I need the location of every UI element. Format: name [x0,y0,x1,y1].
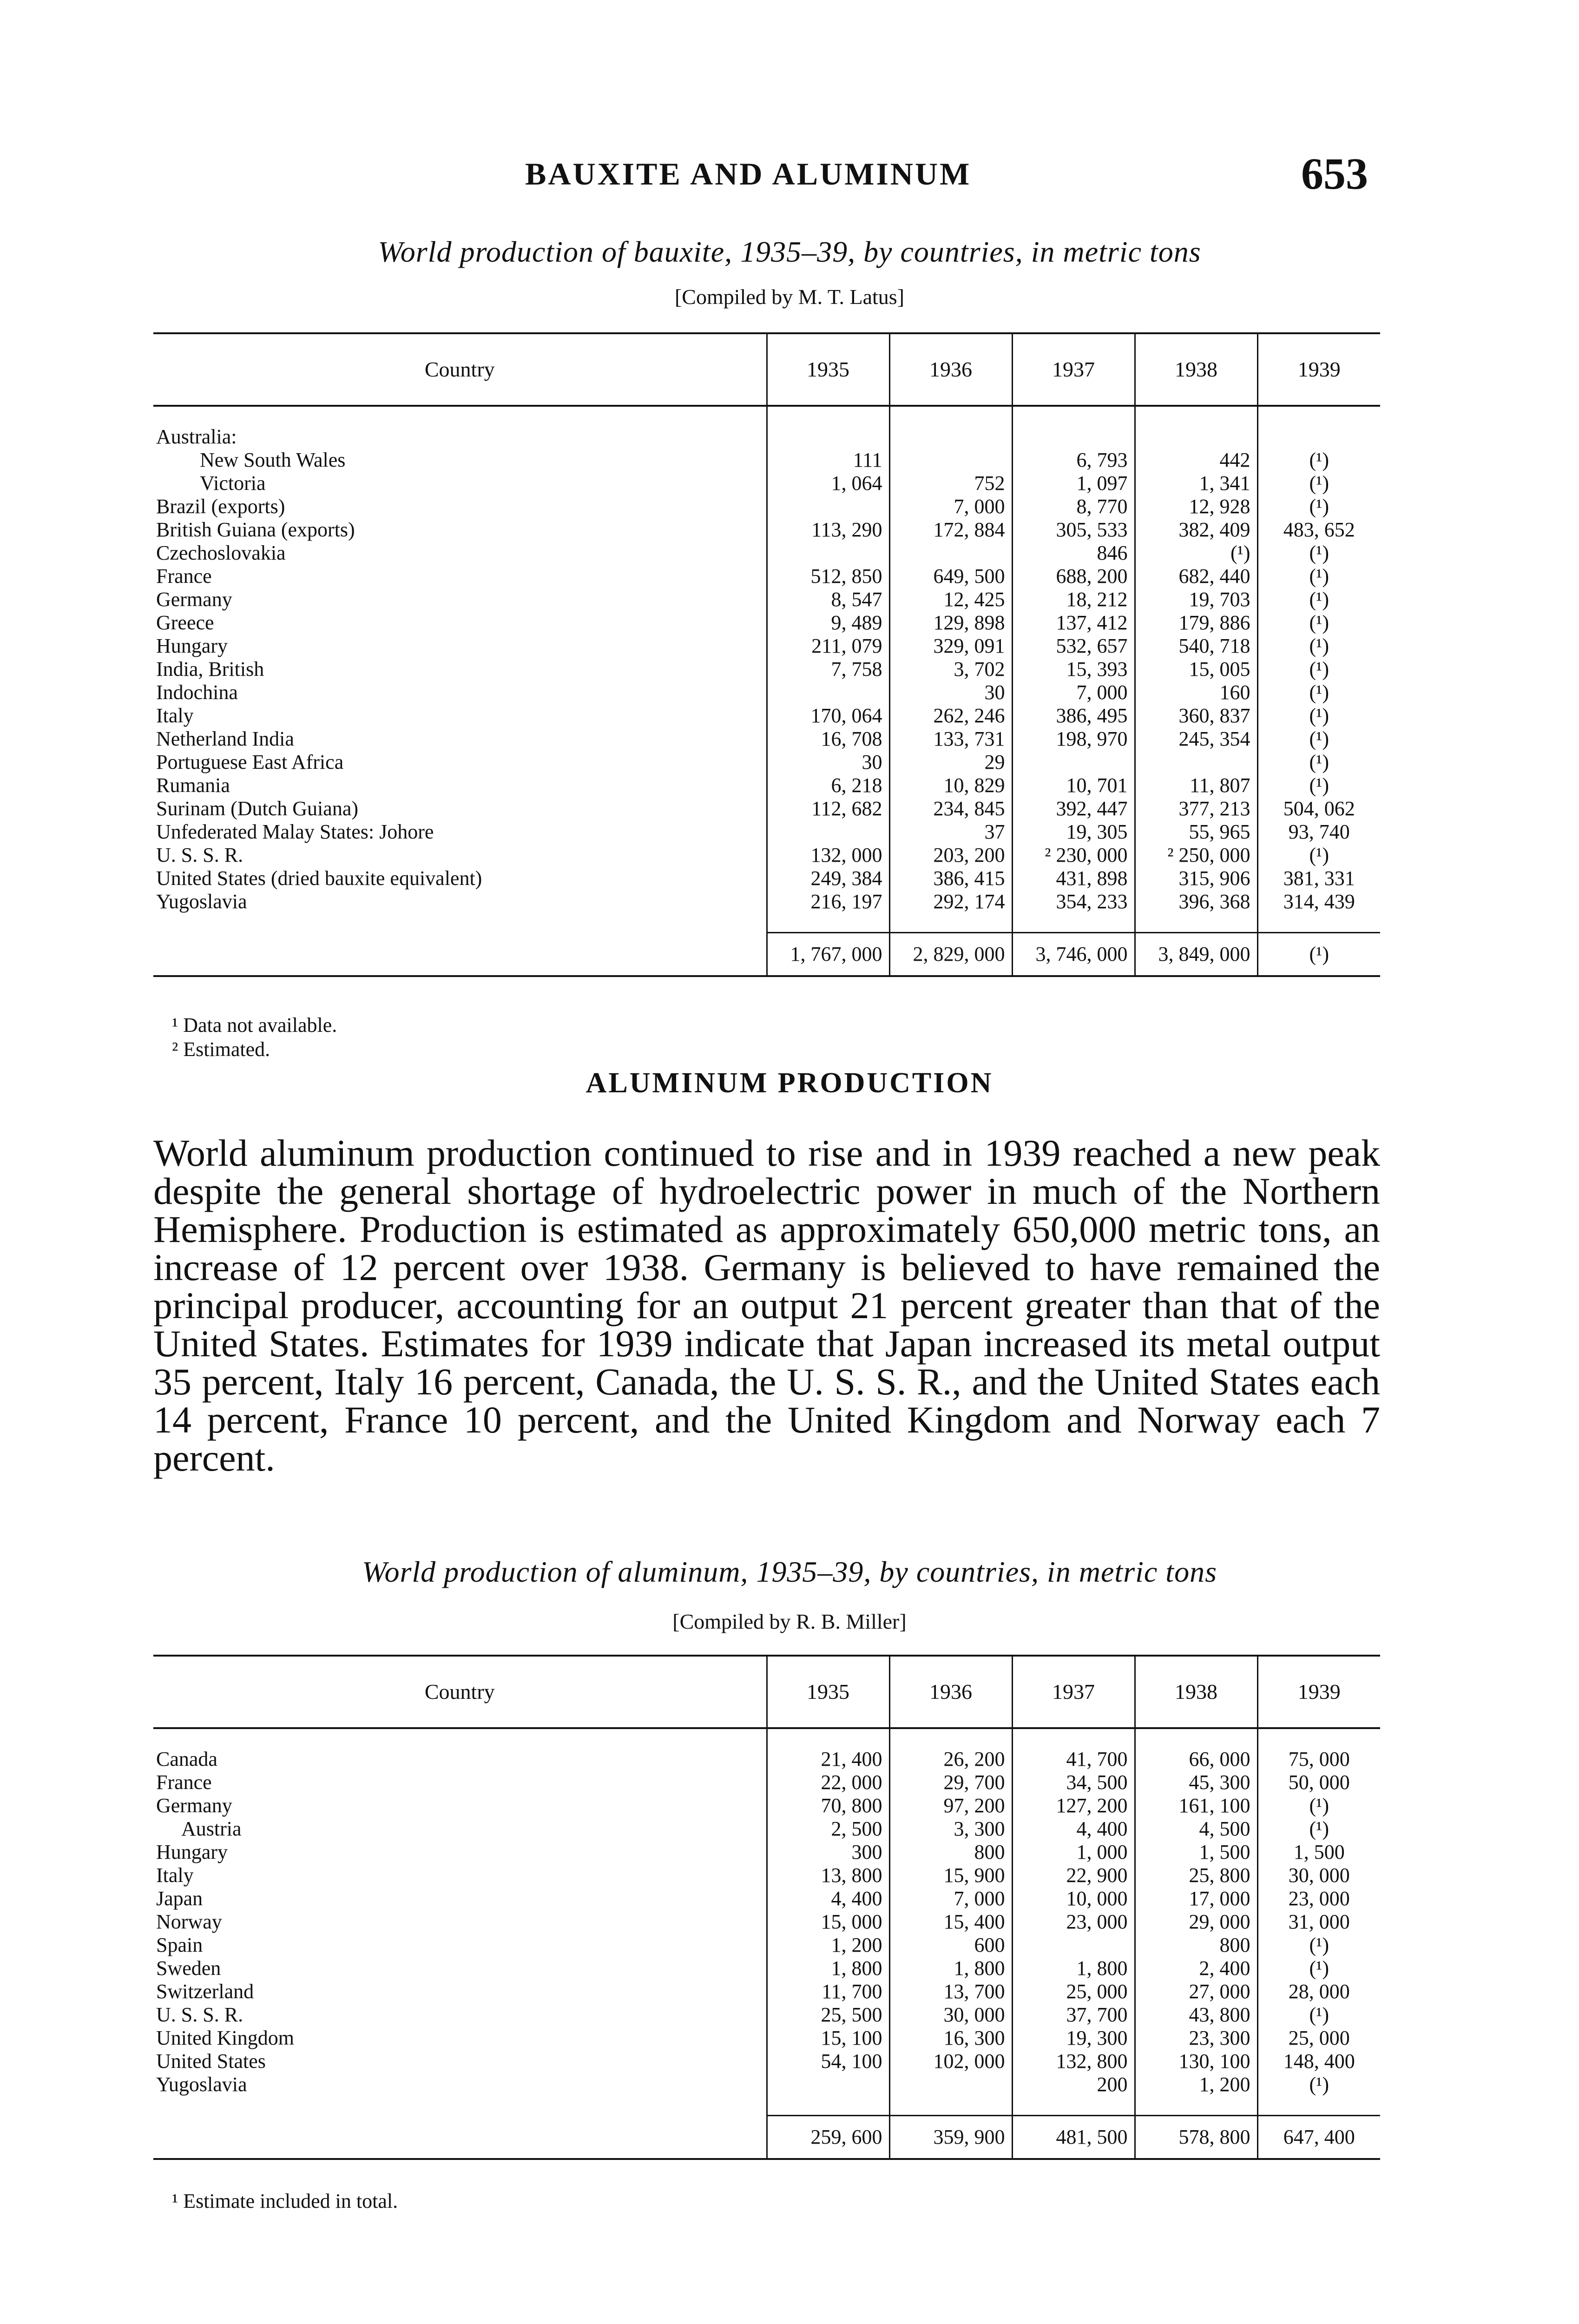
table-row [153,472,1380,495]
value-cell: 1, 200 [767,1934,889,1957]
value-cell: 23, 300 [1135,2027,1257,2050]
value-cell: 23, 000 [1257,1887,1380,1910]
table-row [153,518,1380,541]
value-cell: 300 [767,1841,889,1864]
value-cell: 19, 300 [1012,2027,1135,2050]
spacer-row [153,913,1380,933]
value-cell: 7, 000 [889,495,1012,518]
total-cell: 578, 800 [1135,2116,1257,2159]
value-cell: 31, 000 [1257,1910,1380,1934]
total-cell: (¹) [1257,933,1380,977]
table-row [153,751,1380,774]
value-cell: 15, 100 [767,2027,889,2050]
bauxite-col-1937: 1937 [1012,333,1135,406]
value-cell [767,2073,889,2096]
value-cell: 483, 652 [1257,518,1380,541]
value-cell [889,425,1012,449]
bauxite-footnote-2: ² Estimated. [172,1038,270,1061]
spacer-row [153,2096,1380,2116]
total-cell: 647, 400 [1257,2116,1380,2159]
bauxite-footnote-1: ¹ Data not available. [172,1014,337,1037]
value-cell: (¹) [1257,1817,1380,1841]
table-row [153,495,1380,518]
country-cell: Italy [156,704,194,727]
country-cell: Sweden [156,1957,221,1980]
value-cell: 111 [767,449,889,472]
country-cell: Australia: [156,425,237,448]
table-row [153,2073,1380,2096]
table-row [153,449,1380,472]
aluminum-col-1938: 1938 [1135,1656,1257,1728]
value-cell: 292, 174 [889,890,1012,913]
total-cell: 259, 600 [767,2116,889,2159]
value-cell: 45, 300 [1135,1771,1257,1794]
value-cell: 377, 213 [1135,797,1257,820]
value-cell: 2, 500 [767,1817,889,1841]
aluminum-col-1939: 1939 [1257,1656,1380,1728]
value-cell: (¹) [1257,658,1380,681]
value-cell: 216, 197 [767,890,889,913]
value-cell: 129, 898 [889,611,1012,634]
value-cell: 18, 212 [1012,588,1135,611]
country-cell: Hungary [156,1841,228,1863]
value-cell: 93, 740 [1257,820,1380,844]
value-cell: 130, 100 [1135,2050,1257,2073]
value-cell [889,2073,1012,2096]
country-cell: Unfederated Malay States: Johore [156,820,434,843]
value-cell: 512, 850 [767,565,889,588]
country-cell: Germany [156,588,232,611]
value-cell: 29, 000 [1135,1910,1257,1934]
value-cell: 30, 000 [889,2003,1012,2027]
value-cell: 4, 400 [1012,1817,1135,1841]
value-cell: 381, 331 [1257,867,1380,890]
aluminum-header-row [153,1656,1380,1728]
total-row [153,933,1380,977]
value-cell: 396, 368 [1135,890,1257,913]
running-head: BAUXITE AND ALUMINUM [525,156,972,191]
value-cell: 1, 200 [1135,2073,1257,2096]
value-cell: 25, 800 [1135,1864,1257,1887]
value-cell: 386, 415 [889,867,1012,890]
value-cell: 15, 900 [889,1864,1012,1887]
value-cell: 11, 700 [767,1980,889,2003]
value-cell: 6, 793 [1012,449,1135,472]
table-row [153,774,1380,797]
country-cell: Yugoslavia [156,2073,247,2096]
value-cell: 688, 200 [1012,565,1135,588]
value-cell: 137, 412 [1012,611,1135,634]
aluminum-col-1937: 1937 [1012,1656,1135,1728]
value-cell: (¹) [1257,774,1380,797]
table-row [153,704,1380,727]
value-cell: 360, 837 [1135,704,1257,727]
value-cell: 8, 770 [1012,495,1135,518]
value-cell: 249, 384 [767,867,889,890]
value-cell: 329, 091 [889,634,1012,658]
country-cell: Rumania [156,774,230,797]
value-cell: 25, 500 [767,2003,889,2027]
value-cell: 245, 354 [1135,727,1257,751]
section-heading: ALUMINUM PRODUCTION [586,1067,993,1099]
value-cell: 97, 200 [889,1794,1012,1817]
value-cell: 10, 000 [1012,1887,1135,1910]
value-cell: 442 [1135,449,1257,472]
value-cell: 30 [767,751,889,774]
country-cell: United Kingdom [156,2027,294,2049]
country-cell: Indochina [156,681,238,704]
bauxite-production-table [153,332,1380,977]
table-row [153,658,1380,681]
value-cell: 160 [1135,681,1257,704]
value-cell: 132, 000 [767,844,889,867]
value-cell: 133, 731 [889,727,1012,751]
value-cell: 75, 000 [1257,1748,1380,1771]
value-cell: (¹) [1257,495,1380,518]
value-cell: 41, 700 [1012,1748,1135,1771]
value-cell: 161, 100 [1135,1794,1257,1817]
value-cell: 16, 708 [767,727,889,751]
table-row [153,681,1380,704]
country-cell: Germany [156,1794,232,1817]
value-cell: 25, 000 [1257,2027,1380,2050]
value-cell: 540, 718 [1135,634,1257,658]
value-cell [767,495,889,518]
table-row [153,1887,1380,1910]
country-cell: U. S. S. R. [156,844,243,866]
value-cell: (¹) [1257,1794,1380,1817]
table-row [153,1841,1380,1864]
table-row [153,1771,1380,1794]
value-cell: 1, 500 [1257,1841,1380,1864]
value-cell: 846 [1012,541,1135,565]
country-cell: Czechoslovakia [156,541,286,564]
aluminum-col-1936: 1936 [889,1656,1012,1728]
table-row [153,1817,1380,1841]
aluminum-table-compiled-by: [Compiled by R. B. Miller] [672,1610,907,1633]
table-row [153,634,1380,658]
country-cell: Surinam (Dutch Guiana) [156,797,358,820]
bauxite-table-compiled-by: [Compiled by M. T. Latus] [674,285,905,309]
value-cell: 1, 800 [767,1957,889,1980]
value-cell: 12, 425 [889,588,1012,611]
value-cell [889,541,1012,565]
country-cell: Netherland India [156,727,294,750]
value-cell [1135,751,1257,774]
value-cell: 3, 702 [889,658,1012,681]
bauxite-col-1935: 1935 [767,333,889,406]
value-cell: 22, 900 [1012,1864,1135,1887]
total-cell: 3, 746, 000 [1012,933,1135,977]
country-cell: Hungary [156,634,228,657]
aluminum-col-country: Country [153,1656,767,1728]
country-cell: Spain [156,1934,203,1956]
value-cell [767,541,889,565]
country-cell: U. S. S. R. [156,2003,243,2026]
value-cell: (¹) [1257,727,1380,751]
value-cell: 8, 547 [767,588,889,611]
value-cell: 54, 100 [767,2050,889,2073]
value-cell: 22, 000 [767,1771,889,1794]
value-cell: 37, 700 [1012,2003,1135,2027]
value-cell: 198, 970 [1012,727,1135,751]
value-cell: 7, 758 [767,658,889,681]
value-cell: 29 [889,751,1012,774]
value-cell: 179, 886 [1135,611,1257,634]
value-cell: 12, 928 [1135,495,1257,518]
page-number: 653 [1301,149,1368,198]
value-cell: 1, 341 [1135,472,1257,495]
value-cell: 752 [889,472,1012,495]
value-cell: 305, 533 [1012,518,1135,541]
table-row [153,867,1380,890]
table-row [153,844,1380,867]
value-cell: 170, 064 [767,704,889,727]
table-row [153,2003,1380,2027]
value-cell: ² 250, 000 [1135,844,1257,867]
aluminum-col-1935: 1935 [767,1656,889,1728]
value-cell [767,820,889,844]
table-row [153,565,1380,588]
value-cell: 200 [1012,2073,1135,2096]
country-cell: Japan [156,1887,203,1910]
value-cell: 127, 200 [1012,1794,1135,1817]
value-cell: (¹) [1257,472,1380,495]
country-cell: United States (dried bauxite equivalent) [156,867,482,890]
total-cell: 481, 500 [1012,2116,1135,2159]
value-cell: 112, 682 [767,797,889,820]
value-cell: 1, 800 [889,1957,1012,1980]
aluminum-table-body [153,1728,1380,2159]
value-cell: 386, 495 [1012,704,1135,727]
value-cell: 19, 305 [1012,820,1135,844]
value-cell: (¹) [1257,1957,1380,1980]
value-cell [1012,425,1135,449]
value-cell: (¹) [1257,704,1380,727]
value-cell: 132, 800 [1012,2050,1135,2073]
value-cell: 4, 500 [1135,1817,1257,1841]
country-cell: British Guiana (exports) [156,518,355,541]
value-cell: (¹) [1257,588,1380,611]
value-cell: 15, 400 [889,1910,1012,1934]
table-row [153,1957,1380,1980]
value-cell: 7, 000 [889,1887,1012,1910]
value-cell: 148, 400 [1257,2050,1380,2073]
value-cell: 800 [889,1841,1012,1864]
country-cell: Greece [156,611,214,634]
value-cell: (¹) [1257,844,1380,867]
value-cell [1257,425,1380,449]
total-cell: 2, 829, 000 [889,933,1012,977]
bauxite-table-title: World production of bauxite, 1935–39, by countries, in metric tons [378,235,1201,268]
country-cell: Norway [156,1910,222,1933]
value-cell [1012,751,1135,774]
bauxite-header-row [153,333,1380,406]
value-cell: 4, 400 [767,1887,889,1910]
value-cell: (¹) [1257,2003,1380,2027]
value-cell: 382, 409 [1135,518,1257,541]
country-cell: Austria [181,1817,242,1840]
value-cell [889,449,1012,472]
value-cell: 314, 439 [1257,890,1380,913]
value-cell: 29, 700 [889,1771,1012,1794]
table-row [153,2027,1380,2050]
bauxite-col-1936: 1936 [889,333,1012,406]
country-cell: Switzerland [156,1980,254,2003]
value-cell: 354, 233 [1012,890,1135,913]
value-cell: 17, 000 [1135,1887,1257,1910]
value-cell: 15, 005 [1135,658,1257,681]
value-cell: 7, 000 [1012,681,1135,704]
table-row [153,541,1380,565]
value-cell: 392, 447 [1012,797,1135,820]
country-cell: Italy [156,1864,194,1887]
country-cell: France [156,565,212,588]
table-row [153,1748,1380,1771]
value-cell: 3, 300 [889,1817,1012,1841]
body-paragraph: World aluminum production continued to rise and in 1939 reached a new peak despite the general shortage of hydroelectric power in much of the Northern Hemisphere. Production is estimated as approximately 650,000 metric tons, an increase of 12 percent over 1938. Germany is believed to have remained the principal producer, accounting for an output 21 percent greater than that of the United States. Estimates for 1939 indicate that Japan increased its metal output 35 percent, Italy 16 percent, Canada, the U. S. S. R., and the United States each 14 percent, France 10 percent, and the United Kingdom and Norway each 7 percent. [153,1132,1380,1479]
value-cell: 211, 079 [767,634,889,658]
value-cell: (¹) [1135,541,1257,565]
country-cell: Yugoslavia [156,890,247,913]
total-cell: 1, 767, 000 [767,933,889,977]
total-row [153,2116,1380,2159]
value-cell: 10, 701 [1012,774,1135,797]
value-cell: 600 [889,1934,1012,1957]
table-row [153,611,1380,634]
bauxite-col-1938: 1938 [1135,333,1257,406]
country-cell: New South Wales [200,449,346,471]
value-cell: 172, 884 [889,518,1012,541]
value-cell: 6, 218 [767,774,889,797]
value-cell: 27, 000 [1135,1980,1257,2003]
table-row [153,1934,1380,1957]
value-cell: 16, 300 [889,2027,1012,2050]
bauxite-col-1939: 1939 [1257,333,1380,406]
value-cell: 504, 062 [1257,797,1380,820]
value-cell: 13, 800 [767,1864,889,1887]
value-cell: ² 230, 000 [1012,844,1135,867]
table-row [153,820,1380,844]
value-cell: (¹) [1257,751,1380,774]
value-cell: 1, 064 [767,472,889,495]
value-cell: 55, 965 [1135,820,1257,844]
table-row [153,890,1380,913]
value-cell: 30 [889,681,1012,704]
value-cell: 234, 845 [889,797,1012,820]
value-cell: 102, 000 [889,2050,1012,2073]
country-cell: India, British [156,658,264,680]
spacer-row [153,406,1380,425]
bauxite-table-body [153,406,1380,976]
value-cell: 1, 000 [1012,1841,1135,1864]
country-cell: Victoria [200,472,266,495]
value-cell: 21, 400 [767,1748,889,1771]
table-row [153,727,1380,751]
value-cell: (¹) [1257,634,1380,658]
total-cell: 359, 900 [889,2116,1012,2159]
table-row [153,1910,1380,1934]
aluminum-footnote-1: ¹ Estimate included in total. [172,2190,398,2212]
value-cell: 262, 246 [889,704,1012,727]
value-cell: 37 [889,820,1012,844]
value-cell: (¹) [1257,541,1380,565]
value-cell: 15, 393 [1012,658,1135,681]
value-cell: 431, 898 [1012,867,1135,890]
value-cell: 23, 000 [1012,1910,1135,1934]
value-cell: 9, 489 [767,611,889,634]
value-cell: 10, 829 [889,774,1012,797]
table-row [153,425,1380,449]
value-cell [767,425,889,449]
aluminum-table-title: World production of aluminum, 1935–39, by countries, in metric tons [362,1555,1217,1588]
value-cell: 26, 200 [889,1748,1012,1771]
value-cell: 30, 000 [1257,1864,1380,1887]
value-cell: 649, 500 [889,565,1012,588]
value-cell: (¹) [1257,611,1380,634]
spacer-row [153,1728,1380,1748]
value-cell: 682, 440 [1135,565,1257,588]
table-row [153,1794,1380,1817]
value-cell: 800 [1135,1934,1257,1957]
value-cell: (¹) [1257,1934,1380,1957]
bauxite-col-country: Country [153,333,767,406]
aluminum-production-table [153,1655,1380,2160]
table-row [153,588,1380,611]
table-row [153,797,1380,820]
country-cell: Portuguese East Africa [156,751,344,773]
value-cell [1012,1934,1135,1957]
value-cell: (¹) [1257,681,1380,704]
value-cell: 43, 800 [1135,2003,1257,2027]
table-row [153,2050,1380,2073]
value-cell: 50, 000 [1257,1771,1380,1794]
value-cell: 34, 500 [1012,1771,1135,1794]
value-cell: (¹) [1257,2073,1380,2096]
value-cell: (¹) [1257,565,1380,588]
value-cell: 315, 906 [1135,867,1257,890]
value-cell: 203, 200 [889,844,1012,867]
value-cell: 28, 000 [1257,1980,1380,2003]
value-cell: 13, 700 [889,1980,1012,2003]
value-cell: 15, 000 [767,1910,889,1934]
value-cell: 113, 290 [767,518,889,541]
country-cell: France [156,1771,212,1794]
country-cell: Canada [156,1748,217,1770]
value-cell [767,681,889,704]
value-cell [1135,425,1257,449]
total-cell: 3, 849, 000 [1135,933,1257,977]
value-cell: 1, 800 [1012,1957,1135,1980]
table-row [153,1864,1380,1887]
country-cell: Brazil (exports) [156,495,285,518]
value-cell: 1, 500 [1135,1841,1257,1864]
value-cell: 25, 000 [1012,1980,1135,2003]
value-cell: 532, 657 [1012,634,1135,658]
value-cell: 2, 400 [1135,1957,1257,1980]
value-cell: 1, 097 [1012,472,1135,495]
table-row [153,1980,1380,2003]
value-cell: 11, 807 [1135,774,1257,797]
value-cell: 19, 703 [1135,588,1257,611]
country-cell: United States [156,2050,266,2073]
value-cell: 70, 800 [767,1794,889,1817]
value-cell: 66, 000 [1135,1748,1257,1771]
value-cell: (¹) [1257,449,1380,472]
